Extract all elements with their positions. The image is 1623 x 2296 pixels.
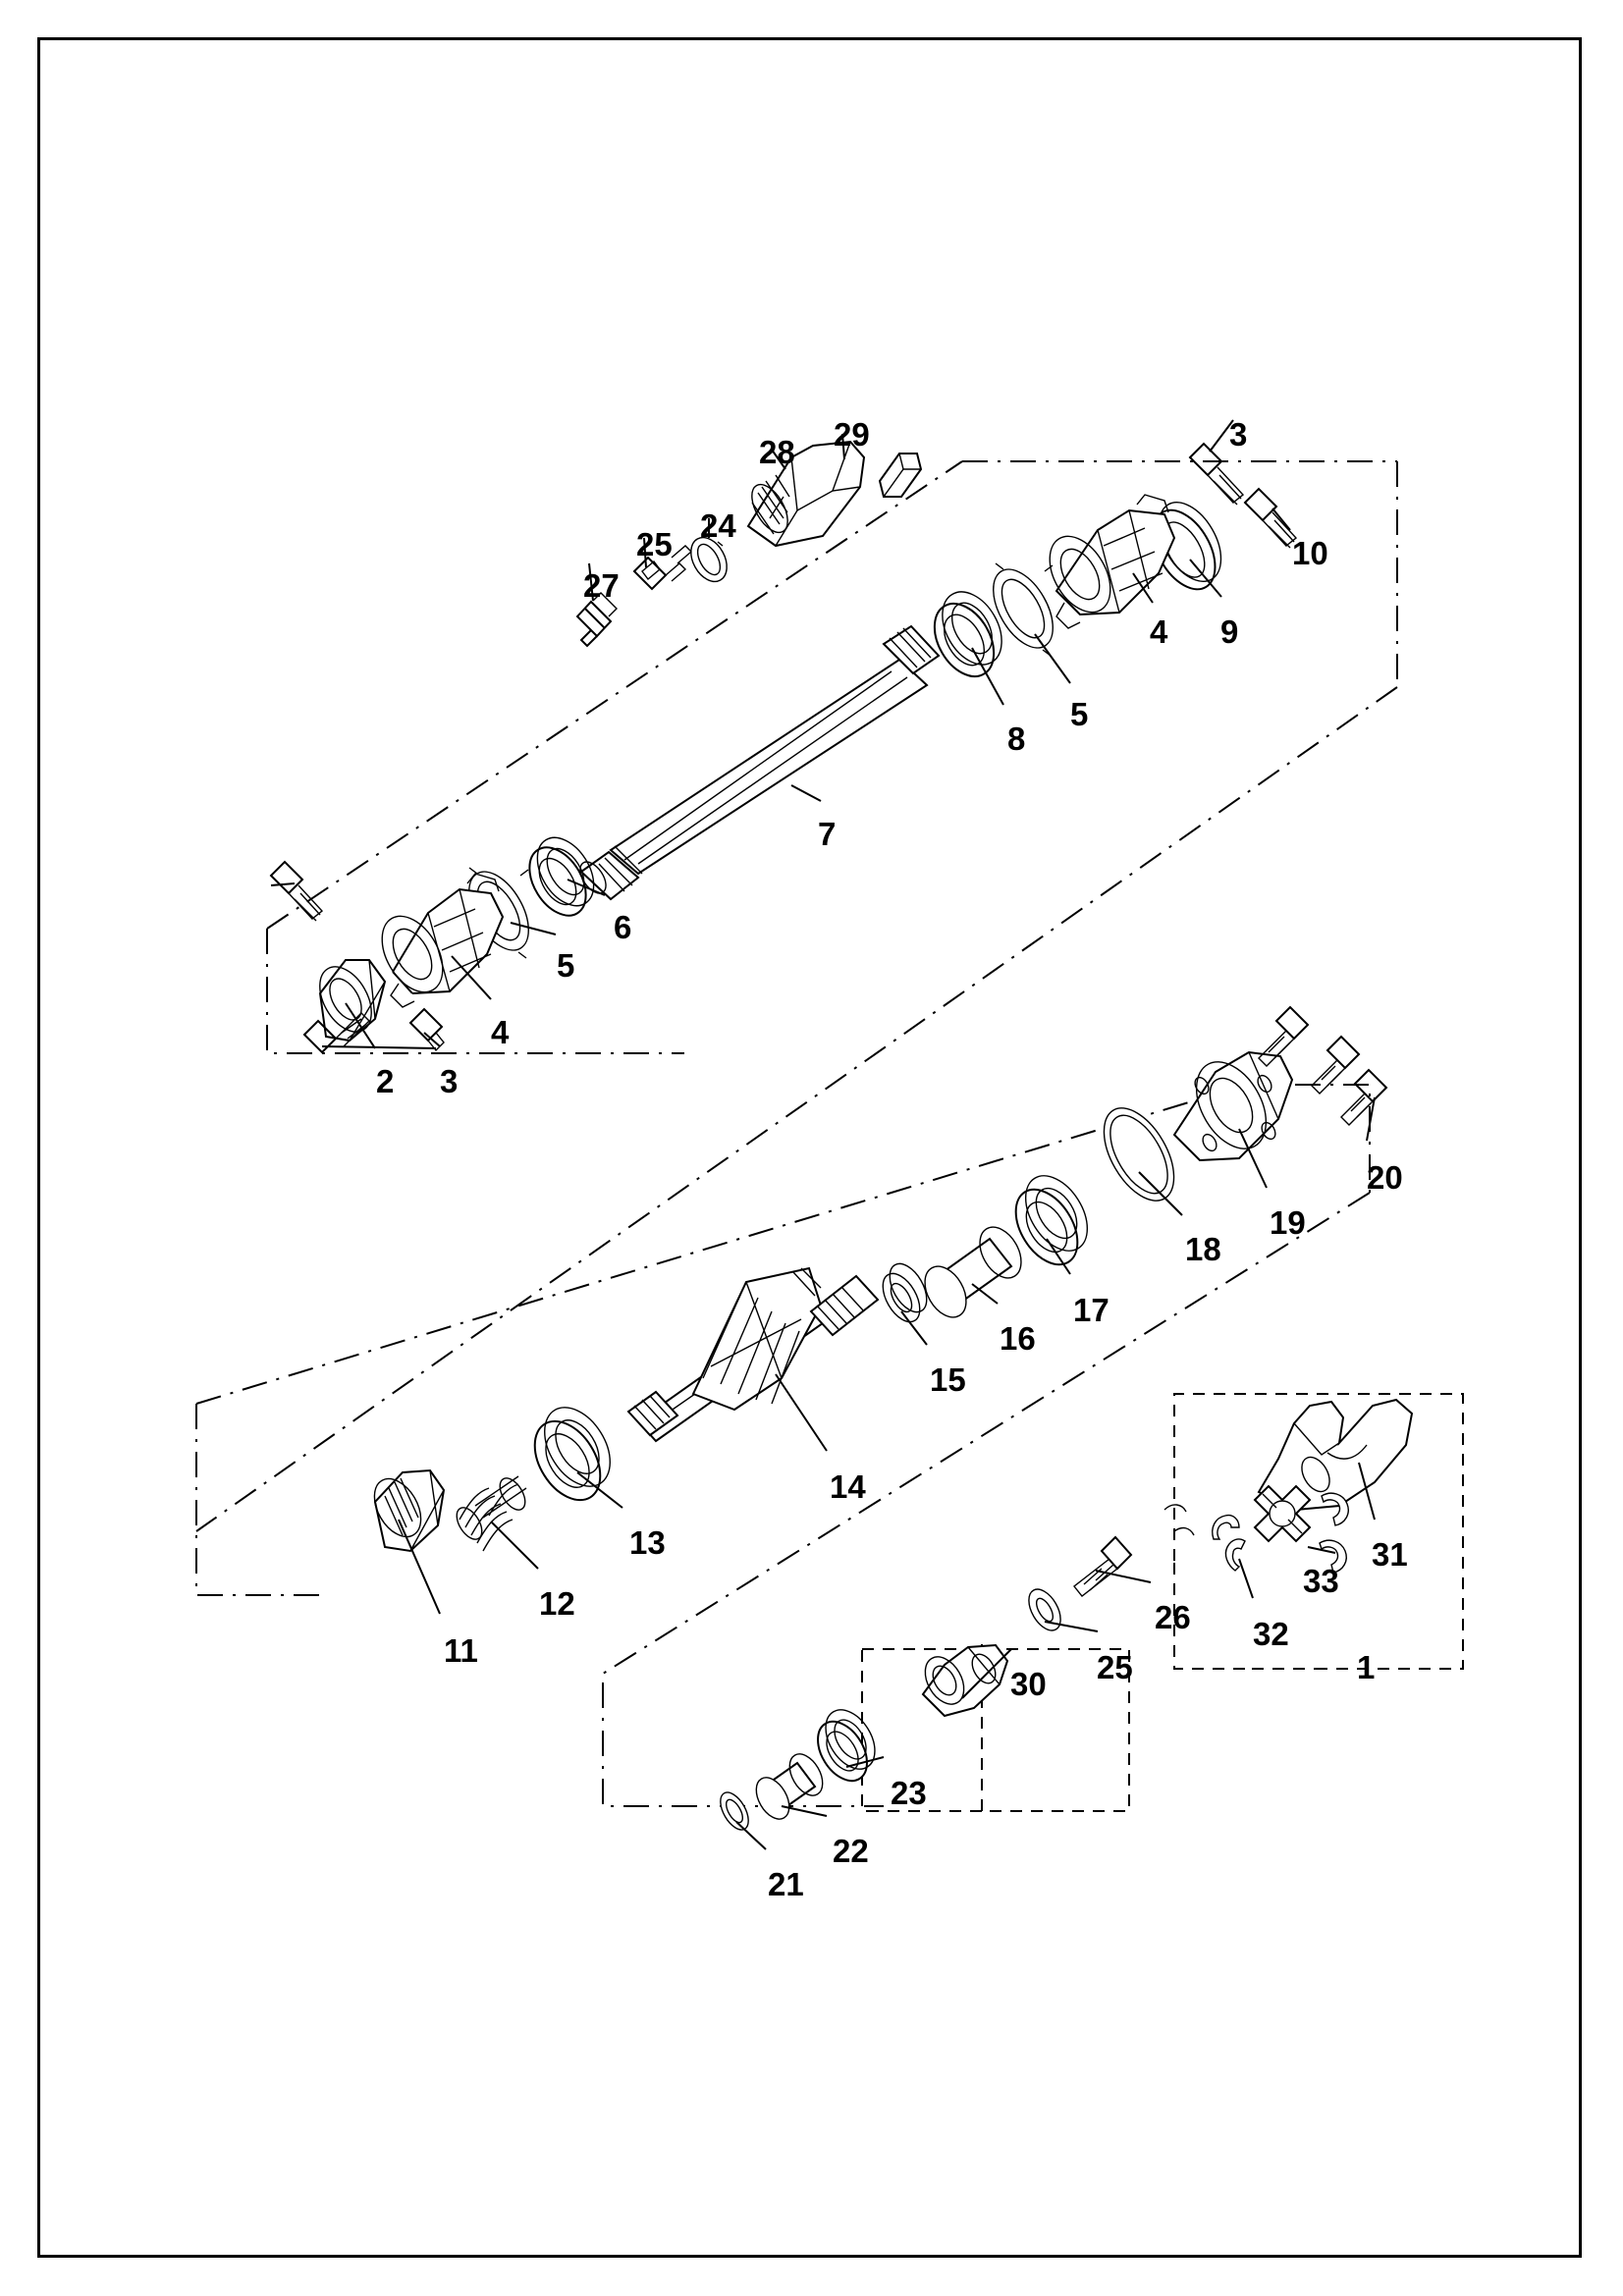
part-20-bolt-c: [1341, 1070, 1386, 1125]
callout-17: 17: [1073, 1292, 1109, 1328]
callout-22: 22: [833, 1833, 869, 1869]
part-4a-bearing-housing: [369, 874, 503, 1007]
callout-9: 9: [1220, 614, 1239, 650]
part-30-yoke: [917, 1645, 1007, 1716]
callout-16: 16: [1000, 1320, 1036, 1357]
part-25b-washer: [1022, 1584, 1067, 1636]
part-26-bolt: [1074, 1537, 1131, 1596]
part-18-o-ring: [1090, 1096, 1188, 1212]
callout-14: 14: [830, 1468, 866, 1505]
callout-8: 8: [1007, 721, 1026, 757]
callout-6: 6: [614, 909, 632, 945]
part-7-propeller-shaft: [575, 626, 939, 899]
part-17-bearing: [1003, 1165, 1101, 1276]
callout-26: 26: [1155, 1599, 1191, 1635]
callout-29: 29: [834, 416, 870, 453]
part-11-flange-yoke: [365, 1470, 444, 1551]
callout-19: 19: [1270, 1204, 1306, 1241]
part-12-spring: [452, 1473, 530, 1551]
part-29-nut: [880, 454, 921, 497]
callout-27: 27: [583, 567, 620, 604]
part-23-bearing: [808, 1701, 886, 1789]
callout-23: 23: [891, 1775, 927, 1811]
u-joint-small-parts: [1164, 1505, 1194, 1535]
callout-25b: 25: [1097, 1649, 1133, 1685]
part-10-bolt: [1245, 489, 1296, 548]
part-14-ring-and-pinion-gear: [628, 1268, 878, 1441]
callout-31: 31: [1372, 1536, 1408, 1573]
part-13-bearing: [521, 1396, 623, 1512]
part-3a-bolt-upper: [271, 862, 322, 921]
callout-5a: 5: [557, 947, 575, 984]
callout-5b: 5: [1070, 696, 1089, 732]
part-19-bearing-retainer: [1174, 1049, 1292, 1160]
part-21-shim: [715, 1788, 754, 1834]
callout-2: 2: [376, 1063, 395, 1099]
callout-28: 28: [759, 434, 795, 470]
callout-20: 20: [1367, 1159, 1403, 1196]
callout-13: 13: [629, 1524, 666, 1561]
callout-33: 33: [1303, 1563, 1339, 1599]
callout-32: 32: [1253, 1616, 1289, 1652]
callout-3a: 3: [440, 1063, 459, 1099]
callout-18: 18: [1185, 1231, 1221, 1267]
callout-30: 30: [1010, 1666, 1047, 1702]
callout-7: 7: [818, 816, 837, 852]
callout-21: 21: [768, 1866, 804, 1902]
callout-25a: 25: [636, 526, 673, 562]
part-6-bearing: [518, 828, 606, 926]
callout-11: 11: [444, 1632, 478, 1669]
callout-10: 10: [1292, 535, 1328, 571]
callout-12: 12: [539, 1585, 575, 1622]
part-16-spacer: [916, 1220, 1029, 1324]
part-3b-bolt-upper: [1190, 444, 1243, 505]
callout-15: 15: [930, 1362, 966, 1398]
callout-3b: 3: [1229, 416, 1248, 453]
callout-4b: 4: [1150, 614, 1168, 650]
callout-1: 1: [1357, 1649, 1376, 1685]
callout-24: 24: [700, 507, 736, 544]
callout-4a: 4: [491, 1014, 510, 1050]
group-differential-boundary: [196, 1085, 1370, 1806]
part-3-bolt-left-low: [410, 1009, 444, 1050]
part-4b-bearing-housing: [1037, 495, 1174, 628]
